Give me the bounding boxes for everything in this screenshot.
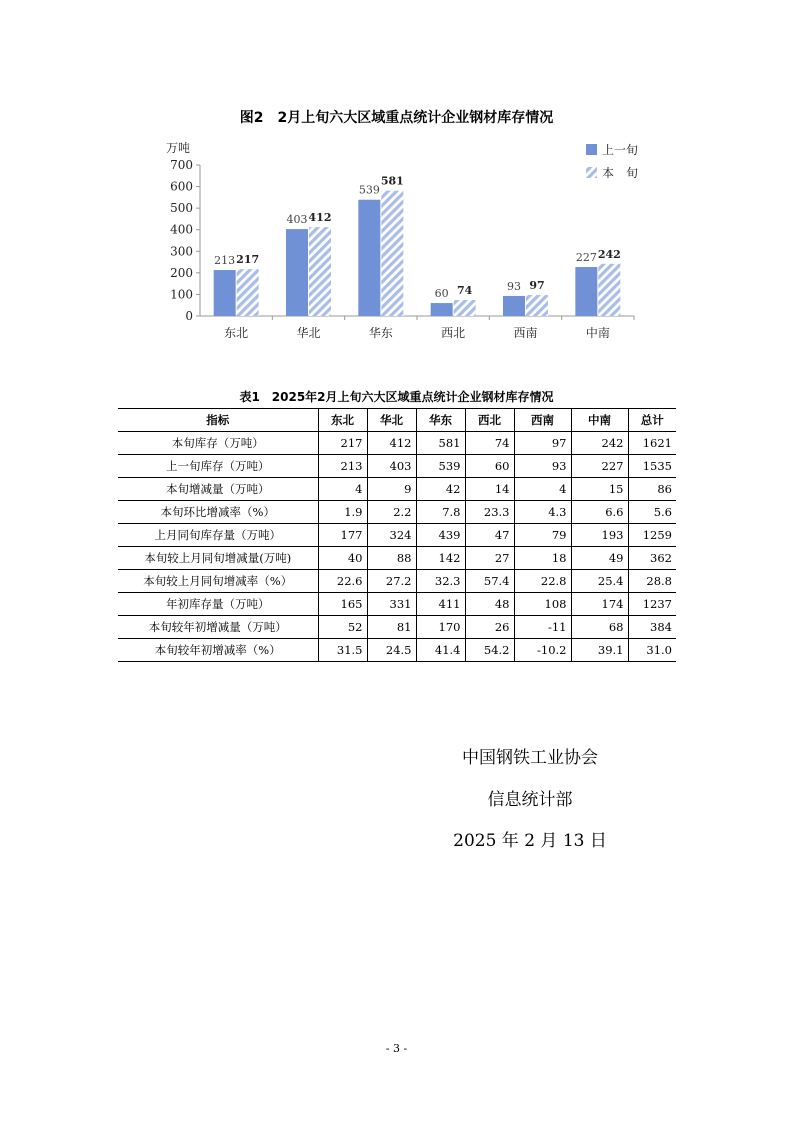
bar-value-label: 539 bbox=[358, 183, 380, 197]
value-cell: 324 bbox=[367, 524, 416, 547]
value-cell: 1621 bbox=[628, 432, 676, 455]
signature-org: 中国钢铁工业协会 bbox=[462, 748, 598, 768]
value-cell: -10.2 bbox=[514, 639, 571, 662]
value-cell: 47 bbox=[465, 524, 514, 547]
value-cell: 4 bbox=[318, 478, 367, 501]
bar-chart bbox=[0, 0, 793, 360]
table-row bbox=[118, 455, 676, 478]
bar-value-label: 60 bbox=[434, 287, 449, 301]
row-label-cell: 本旬较年初增减量（万吨） bbox=[148, 620, 287, 634]
value-cell: 27 bbox=[465, 547, 514, 570]
row-label-cell: 年初库存量（万吨） bbox=[166, 597, 270, 611]
value-cell: 48 bbox=[465, 593, 514, 616]
value-cell: 39.1 bbox=[571, 639, 628, 662]
value-cell: 170 bbox=[416, 616, 465, 639]
table-row bbox=[118, 570, 676, 593]
value-cell: 217 bbox=[318, 432, 367, 455]
value-cell: 57.4 bbox=[465, 570, 514, 593]
value-cell: 242 bbox=[571, 432, 628, 455]
value-cell: 24.5 bbox=[367, 639, 416, 662]
value-cell: 81 bbox=[367, 616, 416, 639]
value-cell: 54.2 bbox=[465, 639, 514, 662]
value-cell: 31.0 bbox=[628, 639, 676, 662]
inventory-table bbox=[118, 408, 676, 662]
value-cell: 25.4 bbox=[571, 570, 628, 593]
legend-swatch bbox=[586, 144, 597, 155]
value-cell: 31.5 bbox=[318, 639, 367, 662]
x-tick-label: 东北 bbox=[224, 326, 249, 340]
x-tick-label: 华北 bbox=[296, 326, 321, 340]
bar-current-period bbox=[381, 191, 403, 316]
value-cell: 2.2 bbox=[367, 501, 416, 524]
value-cell: 40 bbox=[318, 547, 367, 570]
table-row bbox=[118, 524, 676, 547]
row-label-cell: 上一旬库存（万吨） bbox=[166, 459, 270, 473]
value-cell: 1237 bbox=[628, 593, 676, 616]
value-cell: 23.3 bbox=[465, 501, 514, 524]
row-label-cell: 本旬较上月同旬增减量(万吨) bbox=[144, 551, 292, 565]
value-cell: 49 bbox=[571, 547, 628, 570]
bar-value-label: 97 bbox=[529, 279, 545, 293]
bar-value-label: 412 bbox=[308, 211, 332, 225]
bar-current-period bbox=[237, 269, 259, 316]
value-cell: 227 bbox=[571, 455, 628, 478]
value-cell: 362 bbox=[628, 547, 676, 570]
row-label-cell: 本旬较年初增减率（%） bbox=[154, 643, 281, 657]
legend-label: 本 旬 bbox=[602, 166, 639, 180]
value-cell: 7.8 bbox=[416, 501, 465, 524]
value-cell: 5.6 bbox=[628, 501, 676, 524]
value-cell: 412 bbox=[367, 432, 416, 455]
x-tick-label: 华东 bbox=[368, 326, 393, 340]
legend-label: 上一旬 bbox=[602, 143, 639, 157]
bar-value-label: 217 bbox=[236, 253, 260, 267]
y-tick-label: 700 bbox=[170, 158, 193, 172]
header-cell: 西南 bbox=[514, 409, 571, 432]
bar-previous-period bbox=[286, 229, 308, 316]
bar-value-label: 242 bbox=[597, 247, 621, 261]
value-cell: 6.6 bbox=[571, 501, 628, 524]
bar-value-label: 93 bbox=[507, 279, 521, 293]
y-tick-label: 400 bbox=[170, 222, 193, 237]
bar-previous-period bbox=[431, 303, 453, 316]
y-tick-label: 100 bbox=[170, 287, 193, 302]
value-cell: 88 bbox=[367, 547, 416, 570]
table-row bbox=[118, 432, 676, 455]
row-label-cell: 上月同旬库存量（万吨） bbox=[154, 528, 281, 542]
bar-previous-period bbox=[575, 267, 597, 316]
y-tick-label: 300 bbox=[170, 244, 193, 259]
value-cell: 1535 bbox=[628, 455, 676, 478]
value-cell: 165 bbox=[318, 593, 367, 616]
bar-value-label: 581 bbox=[380, 174, 404, 188]
value-cell: 4 bbox=[514, 478, 571, 501]
value-cell: 14 bbox=[465, 478, 514, 501]
value-cell: 108 bbox=[514, 593, 571, 616]
bar-previous-period bbox=[503, 296, 525, 316]
value-cell: 26 bbox=[465, 616, 514, 639]
value-cell: 42 bbox=[416, 478, 465, 501]
row-label-cell: 本旬库存（万吨） bbox=[171, 436, 264, 450]
signature-dept: 信息统计部 bbox=[487, 790, 573, 810]
value-cell: 27.2 bbox=[367, 570, 416, 593]
table-row bbox=[118, 547, 676, 570]
y-tick-label: 600 bbox=[170, 179, 193, 194]
table-row bbox=[118, 501, 676, 524]
row-label-cell: 本旬较上月同旬增减率（%） bbox=[143, 574, 293, 588]
value-cell: 97 bbox=[514, 432, 571, 455]
value-cell: -11 bbox=[514, 616, 571, 639]
chart-title: 图2 2月上旬六大区域重点统计企业钢材库存情况 bbox=[239, 110, 554, 126]
header-cell: 总计 bbox=[628, 409, 676, 432]
y-tick-label: 0 bbox=[185, 309, 193, 323]
y-tick-label: 500 bbox=[170, 201, 193, 216]
value-cell: 331 bbox=[367, 593, 416, 616]
bar-previous-period bbox=[214, 270, 236, 316]
page-number: - 3 - bbox=[385, 1042, 408, 1055]
value-cell: 60 bbox=[465, 455, 514, 478]
table-header-row bbox=[118, 409, 676, 432]
signature-date: 2025 年 2 月 13 日 bbox=[453, 831, 607, 851]
legend-swatch bbox=[586, 167, 597, 178]
header-cell: 华东 bbox=[416, 409, 465, 432]
header-cell: 指标 bbox=[206, 413, 230, 427]
y-axis-label: 万吨 bbox=[166, 141, 191, 155]
value-cell: 581 bbox=[416, 432, 465, 455]
value-cell: 74 bbox=[465, 432, 514, 455]
value-cell: 15 bbox=[571, 478, 628, 501]
value-cell: 9 bbox=[367, 478, 416, 501]
table-row bbox=[118, 639, 676, 662]
value-cell: 174 bbox=[571, 593, 628, 616]
bar-value-label: 403 bbox=[286, 213, 308, 227]
value-cell: 79 bbox=[514, 524, 571, 547]
bar-current-period bbox=[309, 227, 331, 316]
value-cell: 4.3 bbox=[514, 501, 571, 524]
value-cell: 1.9 bbox=[318, 501, 367, 524]
value-cell: 32.3 bbox=[416, 570, 465, 593]
x-tick-label: 西北 bbox=[441, 326, 466, 340]
table-row bbox=[118, 616, 676, 639]
bar-current-period bbox=[598, 264, 620, 316]
table-title: 表1 2025年2月上旬六大区域重点统计企业钢材库存情况 bbox=[239, 390, 554, 404]
header-cell: 中南 bbox=[571, 409, 628, 432]
y-tick-label: 200 bbox=[170, 265, 193, 280]
value-cell: 22.6 bbox=[318, 570, 367, 593]
value-cell: 1259 bbox=[628, 524, 676, 547]
bar-current-period bbox=[454, 300, 476, 316]
table-row bbox=[118, 478, 676, 501]
value-cell: 41.4 bbox=[416, 639, 465, 662]
value-cell: 177 bbox=[318, 524, 367, 547]
bar-previous-period bbox=[358, 200, 380, 316]
row-label-cell: 本旬增减量（万吨） bbox=[166, 482, 270, 496]
x-tick-label: 西南 bbox=[513, 326, 538, 340]
bar-current-period bbox=[526, 295, 548, 316]
bar-value-label: 74 bbox=[457, 284, 473, 298]
row-label-cell: 本旬环比增减率（%） bbox=[160, 505, 275, 519]
value-cell: 193 bbox=[571, 524, 628, 547]
value-cell: 22.8 bbox=[514, 570, 571, 593]
header-cell: 东北 bbox=[318, 409, 367, 432]
header-cell: 西北 bbox=[465, 409, 514, 432]
value-cell: 403 bbox=[367, 455, 416, 478]
bar-value-label: 227 bbox=[575, 251, 597, 265]
value-cell: 52 bbox=[318, 616, 367, 639]
header-cell: 华北 bbox=[367, 409, 416, 432]
value-cell: 86 bbox=[628, 478, 676, 501]
value-cell: 142 bbox=[416, 547, 465, 570]
value-cell: 28.8 bbox=[628, 570, 676, 593]
value-cell: 93 bbox=[514, 455, 571, 478]
value-cell: 18 bbox=[514, 547, 571, 570]
value-cell: 411 bbox=[416, 593, 465, 616]
value-cell: 384 bbox=[628, 616, 676, 639]
x-tick-label: 中南 bbox=[585, 326, 610, 340]
value-cell: 439 bbox=[416, 524, 465, 547]
value-cell: 539 bbox=[416, 455, 465, 478]
bar-value-label: 213 bbox=[214, 254, 236, 268]
value-cell: 213 bbox=[318, 455, 367, 478]
table-row bbox=[118, 593, 676, 616]
value-cell: 68 bbox=[571, 616, 628, 639]
